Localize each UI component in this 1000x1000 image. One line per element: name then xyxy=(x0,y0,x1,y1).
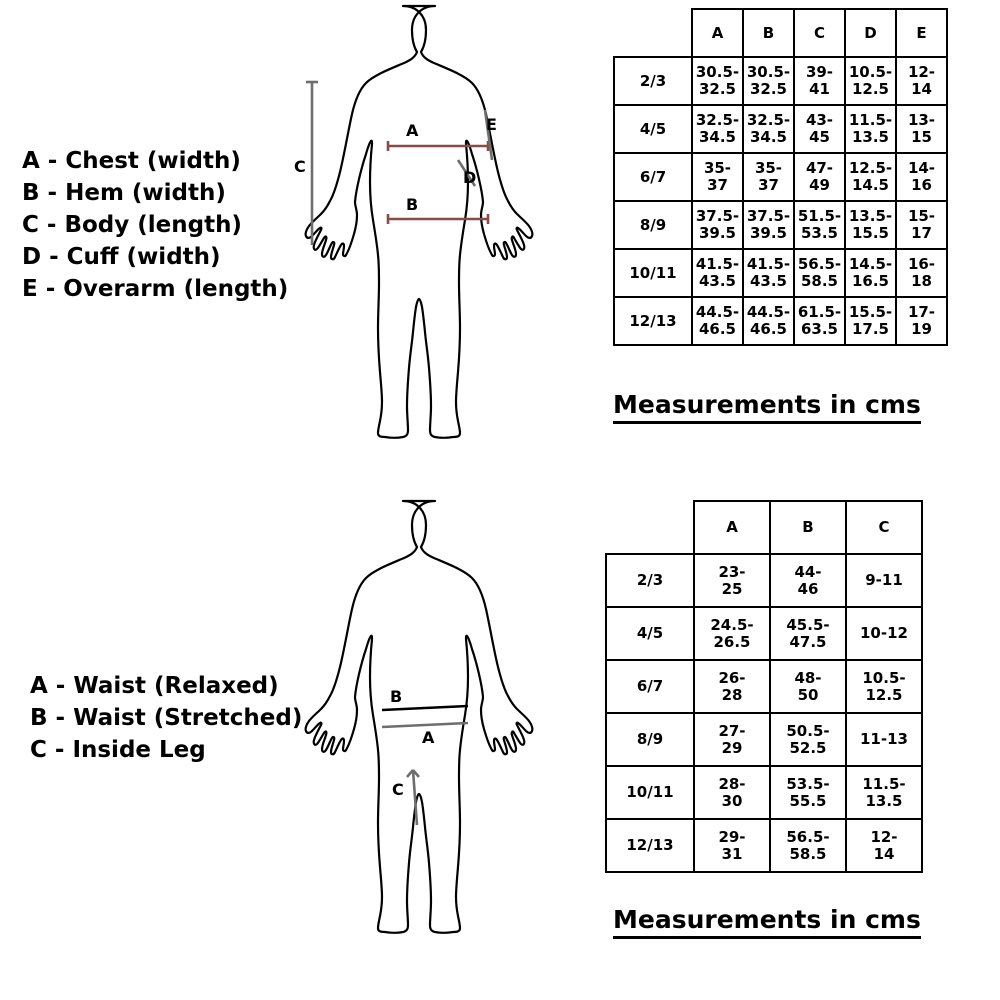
cell-c: 39- 41 xyxy=(794,57,845,105)
legend-item-a: A - Waist (Relaxed) xyxy=(30,673,279,699)
cell-e: 15- 17 xyxy=(896,201,947,249)
table-row xyxy=(606,660,922,713)
cell-c: 10-12 xyxy=(846,607,922,660)
table-header-row xyxy=(614,9,947,57)
row-header-size: 10/11 xyxy=(606,766,694,819)
figure-label-b-top: B xyxy=(406,195,419,214)
cell-c: 47- 49 xyxy=(794,153,845,201)
cell-d: 11.5- 13.5 xyxy=(845,105,896,153)
row-header-size: 6/7 xyxy=(606,660,694,713)
legend-item-c: C - Body (length) xyxy=(22,212,242,238)
figure-label-c-bottom: C xyxy=(392,780,404,799)
cell-b: 37.5- 39.5 xyxy=(743,201,794,249)
cell-b: 44.5- 46.5 xyxy=(743,297,794,345)
cell-b: 53.5- 55.5 xyxy=(770,766,846,819)
body-diagram-front-bottom xyxy=(270,495,600,985)
size-table-bottoms xyxy=(605,500,923,873)
size-table-tops xyxy=(613,8,948,346)
column-header-c: C xyxy=(846,501,922,554)
legend-item-e: E - Overarm (length) xyxy=(22,276,289,302)
table-row xyxy=(614,297,947,345)
table-header-row xyxy=(606,501,922,554)
cell-c: 43- 45 xyxy=(794,105,845,153)
row-header-size: 4/5 xyxy=(614,105,692,153)
cell-d: 15.5- 17.5 xyxy=(845,297,896,345)
figure-label-c-top: C xyxy=(294,157,306,176)
cell-a: 37.5- 39.5 xyxy=(692,201,743,249)
cell-d: 12.5- 14.5 xyxy=(845,153,896,201)
cell-b: 45.5- 47.5 xyxy=(770,607,846,660)
table-row xyxy=(614,249,947,297)
cell-e: 12- 14 xyxy=(896,57,947,105)
legend-item-b: B - Waist (Stretched) xyxy=(30,705,303,731)
cell-a: 35- 37 xyxy=(692,153,743,201)
table-row xyxy=(606,819,922,872)
cell-e: 16- 18 xyxy=(896,249,947,297)
row-header-size: 2/3 xyxy=(614,57,692,105)
cell-a: 23- 25 xyxy=(694,554,770,607)
column-header-d: D xyxy=(845,9,896,57)
cell-d: 13.5- 15.5 xyxy=(845,201,896,249)
cell-b: 35- 37 xyxy=(743,153,794,201)
cell-c: 61.5- 63.5 xyxy=(794,297,845,345)
caption-measurements-bottom: Measurements in cms xyxy=(613,905,921,939)
cell-a: 30.5- 32.5 xyxy=(692,57,743,105)
cell-a: 27- 29 xyxy=(694,713,770,766)
row-header-size: 12/13 xyxy=(614,297,692,345)
caption-measurements-top: Measurements in cms xyxy=(613,390,921,424)
sizing-panel-tops xyxy=(0,0,1000,490)
cell-c: 9-11 xyxy=(846,554,922,607)
cell-d: 14.5- 16.5 xyxy=(845,249,896,297)
figure-label-d-top: D xyxy=(463,168,477,187)
cell-c: 11.5- 13.5 xyxy=(846,766,922,819)
column-header-b: B xyxy=(743,9,794,57)
figure-label-a-top: A xyxy=(406,121,419,140)
figure-label-a-bottom: A xyxy=(422,728,435,747)
cell-b: 44- 46 xyxy=(770,554,846,607)
cell-b: 48- 50 xyxy=(770,660,846,713)
column-header-a: A xyxy=(692,9,743,57)
measure-line-waist-stretched xyxy=(382,706,468,710)
row-header-size: 12/13 xyxy=(606,819,694,872)
cell-e: 13- 15 xyxy=(896,105,947,153)
body-diagram-front-top xyxy=(270,0,600,490)
cell-e: 17- 19 xyxy=(896,297,947,345)
legend-item-b: B - Hem (width) xyxy=(22,180,226,206)
sizing-panel-bottoms xyxy=(0,490,1000,980)
cell-d: 10.5- 12.5 xyxy=(845,57,896,105)
cell-a: 24.5- 26.5 xyxy=(694,607,770,660)
row-header-size: 8/9 xyxy=(614,201,692,249)
cell-e: 14- 16 xyxy=(896,153,947,201)
column-header-e: E xyxy=(896,9,947,57)
row-header-size: 6/7 xyxy=(614,153,692,201)
legend-item-a: A - Chest (width) xyxy=(22,148,241,174)
cell-c: 12- 14 xyxy=(846,819,922,872)
table-row xyxy=(606,766,922,819)
cell-b: 56.5- 58.5 xyxy=(770,819,846,872)
cell-a: 26- 28 xyxy=(694,660,770,713)
cell-c: 51.5- 53.5 xyxy=(794,201,845,249)
table-row xyxy=(614,57,947,105)
table-corner xyxy=(606,501,694,554)
row-header-size: 2/3 xyxy=(606,554,694,607)
column-header-a: A xyxy=(694,501,770,554)
legend-item-c: C - Inside Leg xyxy=(30,737,206,763)
legend-item-d: D - Cuff (width) xyxy=(22,244,221,270)
table-corner xyxy=(614,9,692,57)
cell-a: 41.5- 43.5 xyxy=(692,249,743,297)
cell-a: 29- 31 xyxy=(694,819,770,872)
row-header-size: 8/9 xyxy=(606,713,694,766)
legend-tops xyxy=(22,145,288,305)
table-row xyxy=(606,713,922,766)
cell-a: 44.5- 46.5 xyxy=(692,297,743,345)
table-row xyxy=(614,153,947,201)
table-row xyxy=(614,201,947,249)
cell-a: 28- 30 xyxy=(694,766,770,819)
figure-label-e-top: E xyxy=(486,115,497,134)
cell-a: 32.5- 34.5 xyxy=(692,105,743,153)
table-row xyxy=(614,105,947,153)
cell-b: 32.5- 34.5 xyxy=(743,105,794,153)
row-header-size: 10/11 xyxy=(614,249,692,297)
row-header-size: 4/5 xyxy=(606,607,694,660)
figure-label-b-bottom: B xyxy=(390,687,403,706)
legend-bottoms xyxy=(30,670,302,766)
cell-b: 30.5- 32.5 xyxy=(743,57,794,105)
cell-c: 11-13 xyxy=(846,713,922,766)
table-row xyxy=(606,607,922,660)
column-header-b: B xyxy=(770,501,846,554)
column-header-c: C xyxy=(794,9,845,57)
cell-b: 50.5- 52.5 xyxy=(770,713,846,766)
table-row xyxy=(606,554,922,607)
cell-c: 56.5- 58.5 xyxy=(794,249,845,297)
cell-c: 10.5- 12.5 xyxy=(846,660,922,713)
cell-b: 41.5- 43.5 xyxy=(743,249,794,297)
measure-line-waist-relaxed xyxy=(382,723,468,727)
